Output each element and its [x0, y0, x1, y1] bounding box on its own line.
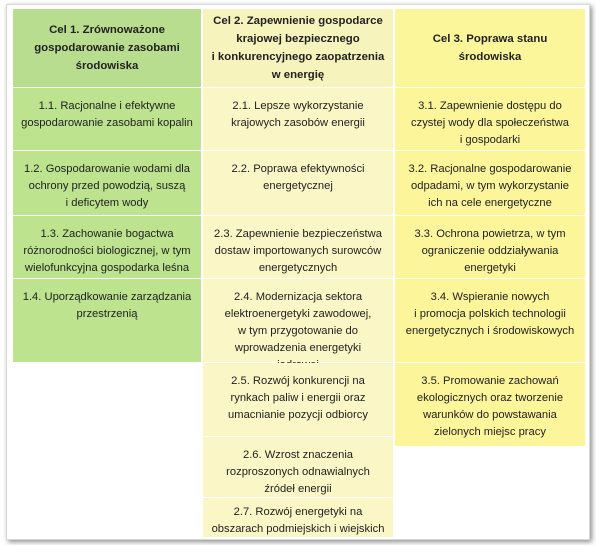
goal-3-item-1: 3.1. Zapewnienie dostępu do czystej wody dla społeczeństwa i gospodarki: [395, 88, 585, 150]
goal-3-item-5: 3.5. Promowanie zachowań ekologicznych oraz tworzenie warunków do powstawania zielonych miejsc pracy: [395, 363, 585, 446]
goal-3-item-2: 3.2. Racjonalne gospodarowanie odpadami, w tym wykorzystanie ich na cele energetyczne: [395, 151, 585, 215]
goal-2-item-4: 2.4. Modernizacja sektora elektroenergetyki zawodowej, w tym przygotowanie do wprowadzenia energetyki: [203, 279, 393, 362]
goal-2-item-3: 2.3. Zapewnienie bezpieczeństwa dostaw importowanych surowców energetycznych: [203, 216, 393, 278]
goal-1-item-3: 1.3. Zachowanie bogactwa różnorodności biologicznej, w tym wielofunkcyjna gospodarka leśna: [13, 216, 201, 278]
goal-3-item-3: 3.3. Ochrona powietrza, w tym ograniczenie oddziaływania energetyki: [395, 216, 585, 278]
goal-2-header: Cel 2. Zapewnienie gospodarce krajowej bezpiecznego i konkurencyjnego zaopatrzenia w energię: [203, 9, 393, 87]
goal-1-item-1: 1.1. Racjonalne i efektywne gospodarowanie zasobami kopalin: [13, 88, 201, 150]
goal-1-item-4: 1.4. Uporządkowanie zarządzania przestrzenią: [13, 279, 201, 362]
goal-2-item-6: 2.6. Wzrost znaczenia rozproszonych odnawialnych źródeł energii: [203, 437, 393, 497]
goal-3-empty: [395, 447, 585, 537]
goals-table: [6, 4, 590, 540]
goal-2-item-2: 2.2. Poprawa efektywności energetycznej: [203, 151, 393, 215]
goal-2-item-5: 2.5. Rozwój konkurencji na rynkach paliw i energii oraz umacnianie pozycji odbiorcy: [203, 363, 393, 436]
goal-1-item-2: 1.2. Gospodarowanie wodami dla ochrony przed powodzią, suszą i deficytem wody: [13, 151, 201, 215]
goal-3-header: Cel 3. Poprawa stanu środowiska: [395, 9, 585, 87]
goal-3-item-4: 3.4. Wspieranie nowych i promocja polskich technologii energetycznych i środowiskowych: [395, 279, 585, 362]
goal-1-empty: [13, 363, 201, 537]
goal-2-item-7: 2.7. Rozwój energetyki na obszarach podmiejskich i wiejskich: [203, 498, 393, 537]
goal-1-header: Cel 1. Zrównoważone gospodarowanie zasobami środowiska: [13, 9, 201, 87]
goal-2-item-1: 2.1. Lepsze wykorzystanie krajowych zasobów energii: [203, 88, 393, 150]
